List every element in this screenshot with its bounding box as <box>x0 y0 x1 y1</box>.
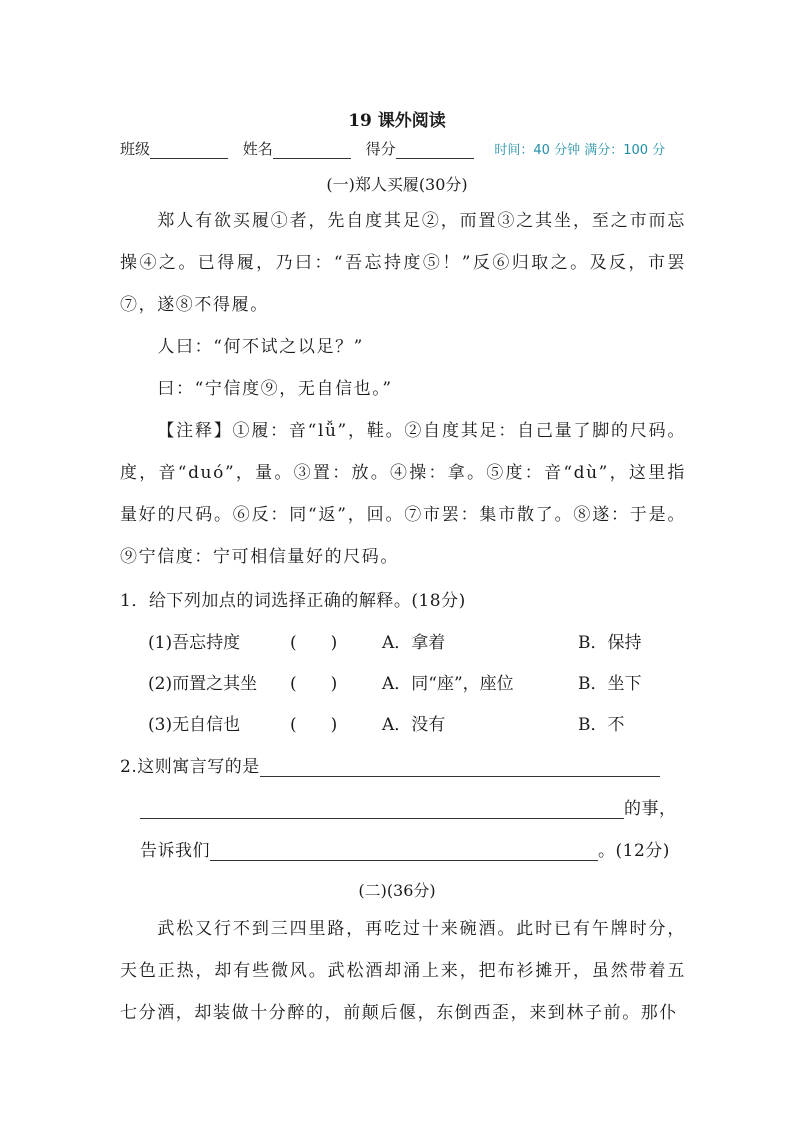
question1-stem: 1．给下列加点的词选择正确的解释。(18分) <box>120 591 466 611</box>
q1-answer-paren[interactable]: ( ) <box>290 715 338 735</box>
q2-mid-suffix: 的事， <box>624 799 677 819</box>
question2-line1 <box>120 752 660 777</box>
q1-option-b: B．不 <box>578 715 625 735</box>
q1-answer-paren[interactable]: ( ) <box>290 674 338 694</box>
student-info-line <box>120 138 720 159</box>
q1-item-text: (3)无自信也 <box>148 715 241 735</box>
annotation-paragraph: 【注释】①履：音“lǚ”，鞋。②自度其足：自己量了脚的尺码。度，音“duó”，量。③置：放。④操：拿。⑤度：音“dù”，这里指量好的尺码。⑥反：同“返”，回。⑦市罢：集市散了。⑧遂：于是。⑨宁信度：宁可相信量好的尺码。 <box>120 421 686 567</box>
section1-title: (一)郑人买履(30分) <box>326 175 468 194</box>
q2-answer-blank[interactable] <box>210 842 598 861</box>
page-title: 19 课外阅读 <box>348 111 446 131</box>
q1-option-a: A．拿着 <box>382 633 446 653</box>
question2-line3 <box>140 836 670 861</box>
q2-answer-blank[interactable] <box>260 758 660 777</box>
passage-paragraph: 人曰：“何不试之以足？” <box>157 337 364 357</box>
section2-title: (二)(36分) <box>358 881 436 900</box>
q1-option-a: A．同“座”，座位 <box>382 674 514 694</box>
class-blank[interactable] <box>150 143 228 159</box>
passage-paragraph: 曰：“宁信度⑨，无自信也。” <box>157 379 393 399</box>
q1-option-a: A．没有 <box>382 715 446 735</box>
q1-item-text: (1)吾忘持度 <box>148 633 241 653</box>
q2-tell-prefix: 告诉我们 <box>140 841 210 861</box>
score-label: 得分 <box>365 140 396 158</box>
time-score-info: 时间：40 分钟 满分：100 分 <box>494 143 666 158</box>
q2-answer-blank[interactable] <box>140 800 624 819</box>
class-label: 班级 <box>120 140 151 158</box>
name-label: 姓名 <box>242 140 273 158</box>
q1-answer-paren[interactable]: ( ) <box>290 633 338 653</box>
q1-option-b: B．保持 <box>578 633 642 653</box>
name-blank[interactable] <box>273 143 351 159</box>
q2-tell-suffix: 。(12分) <box>598 841 670 861</box>
passage-paragraph: 郑人有欲买履①者，先自度其足②，而置③之其坐，至之市而忘操④之。已得履，乃曰：“吾忘持度⑤！”反⑥归取之。及反，市罢⑦，遂⑧不得履。 <box>120 211 686 315</box>
passage2-paragraph: 武松又行不到三四里路，再吃过十来碗酒。此时已有午牌时分，天色正热，却有些微风。武松酒却涌上来，把布衫摊开，虽然带着五七分酒，却装做十分醉的，前颠后偃，东倒西歪，来到林子前。那仆 <box>120 919 686 1023</box>
score-blank[interactable] <box>396 143 474 159</box>
question2-line2 <box>140 794 677 819</box>
q1-option-b: B．坐下 <box>578 674 642 694</box>
question2-stem: 2.这则寓言写的是 <box>120 757 260 777</box>
q1-item-text: (2)而置之其坐 <box>148 674 258 694</box>
